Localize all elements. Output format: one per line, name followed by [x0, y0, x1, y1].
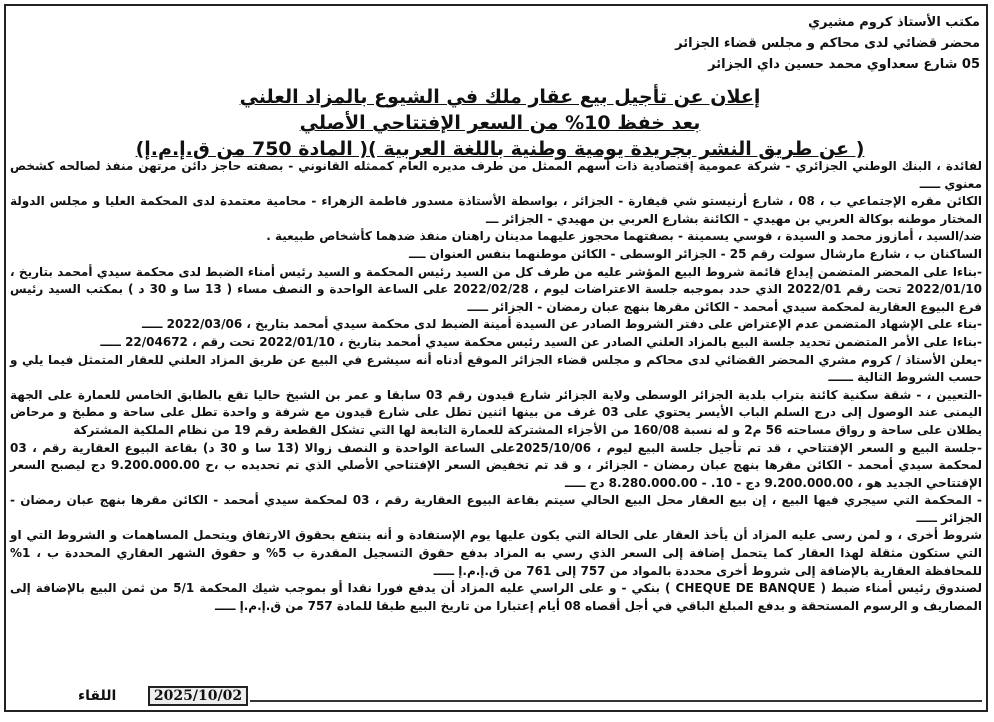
- notice-legal-reference: ( عن طريق النشر بجريدة يومية وطنية باللغة العربية )( المادة 750 من ق.إ.م.إ): [135, 138, 865, 160]
- paragraph-court: - المحكمة التي سيجري فيها البيع ، إن بيع العقار محل البيع الحالي سيتم بقاعة البيوع العقارية رقم ، 03 لمحكمة سيدي أمحمد - الكائن مقرها بنهج عبان رمضان - الجزائر ـــــ: [10, 493, 983, 525]
- office-name: مكتب الأستاذ كروم مشيري: [808, 15, 980, 30]
- footer-label: اللقاء: [78, 688, 117, 704]
- notice-footer: [8, 686, 248, 708]
- paragraph-no-objection: -بناء على الإشهاد المتضمن عدم الإعتراض على دفتر الشروط الصادر عن السيدة أمينة الضبط لدى محكمة سيدي أمحمد بتاريخ ، 2022/03/06 ـــــ: [141, 317, 982, 332]
- paragraph-other-conditions: شروط أخرى ، و لمن رسى عليه المزاد أن يأخذ العقار على الحالة التي يكون عليها يوم الإستفادة و أنه ينتفع بحقوق الارتفاق ويتحمل المساهمات و الشروط التي او التي ستكون مثقلة لهذا العقار كما يتحمل إضافة إلى السعر الذي رسي به المزاد بدفع حقوق التسجيل المقدرة ب 5% و حقوق الشهر العقاري المحددة ب ، 1% للمحافظة العقارية بالإضافة إلى شروط أخرى محددة بالمواد من 757 إلى 761 من ق.إ.م.إ ـــــ: [10, 528, 983, 578]
- paragraph-property-description: -التعيين ، - شقة سكنية كائنة بتراب بلدية الجزائر الوسطى ولاية الجزائر شارع قيدون رقم 03 سابقا و عمر بن الشيخ حاليا تقع بالطابق الخامس للعمارة على الجهة اليمنى عند الوصول إلى درج السلم الباب الأيسر يحتوي على 03 غرف من بينها اثنين تطل على شارع قيدون مع شرفة و واحدة تطل على ساحة و مطبخ و مرحاض يطلان على ساحة و رواق مساحته 56 م2 و له نسبة 160/08 من الأجزاء المشتركة للعمارة التابعة لها التي تشكل القطعة رقم 19 من نظام الملكية المشتركة: [10, 387, 983, 437]
- bailiff-office-header: [380, 12, 980, 75]
- bottom-divider: [250, 700, 982, 702]
- office-description: محضر قضائي لدى محاكم و مجلس قضاء الجزائر: [675, 36, 980, 51]
- paragraph-payment: لصندوق رئيس أمناء ضبط ( CHEQUE DE BANQUE ) بنكي - و على الراسي عليه المزاد أن يدفع فورا نقدا أو بموجب شيك المحكمة 5/1 من ثمن البيع بالإضافة إلى المصاريف و الرسوم المستحقة و بدفع المبلغ الباقي في أجل أقصاه 08 أيام إعتبارا من تاريخ البيع طبقا للمادة 757 من ق.إ.م.إ ـــــ: [10, 581, 983, 613]
- notice-body: [10, 158, 982, 615]
- footer-date: 2025/10/02: [148, 686, 248, 706]
- notice-titles: [80, 84, 920, 162]
- paragraph-beneficiary: لفائدة ، البنك الوطني الجزائري - شركة عمومية إقتصادية ذات أسهم الممثل من طرف مديره العام كممثله القانوني - بصفته حاجز دائن مرتهن منفذ لصالحه كشخص معنوي ـــــ: [10, 159, 982, 191]
- paragraph-conditions-filing: -بناءا على المحضر المتضمن إيداع قائمة شروط البيع المؤشر عليه من طرف كل من السيد رئيس المحكمة و السيد رئيس أمناء الضبط لدى محكمة سيدي أمحمد بتاريخ ، 2022/01/10 تحت رقم 2022/01 الذي حدد بموجبه جلسة الاعتراضات ليوم ، 2022/02/28 على الساعة الواحدة و النصف مساء ( 13 سا و 30 د ) بمكتب السيد رئيس فرع البيوع العقارية لمحكمة سيدي أمحمد - الكائن مقرها بنهج عبان رمضان - الجزائر ـــــ: [10, 264, 982, 314]
- notice-title: إعلان عن تأجيل بيع عقار ملك في الشيوع بالمزاد العلني: [239, 86, 761, 108]
- paragraph-debtors-address: الساكنان ب ، شارع مارشال سولت رقم 25 - الجزائر الوسطى - الكائن موطنهما بنفس العنوان ــــ: [409, 246, 982, 261]
- paragraph-beneficiary-address: الكائن مقره الإجتماعي ب ، 08 ، شارع أرنيستو شي قيفارة - الجزائر ، بواسطة الأستاذة مسدور فاطمة الزهراء - محامية معتمدة لدى المحكمة العليا و مجلس الدولة المختار موطنه بوكالة العربي بن مهيدي - الكائنة بشارع العربي بن مهيدي - الجزائر ـــ: [10, 194, 982, 226]
- paragraph-sale-session-price: -جلسة البيع و السعر الإفتتاحي ، قد تم تأجيل جلسة البيع ليوم ، 2025/10/06على الساعة الواحدة و النصف زوالا (13 سا و 30 د) بقاعة البيوع العقارية رقم ، 03 لمحكمة سيدي أمحمد - الكائن مقرها بنهج عبان رمضان - الجزائر ، و قد تم تخفيض السعر الإفتتاحي الأصلي الذي تم تحديده ب ،ح 9.200.000.00 دج ليصبح السعر الإفتتاحي الجديد هو ، 9.200.000.00 دج - 10. - 8.280.000.00 دج ـــــ: [10, 440, 982, 490]
- office-address: 05 شارع سعداوي محمد حسين داي الجزائر: [708, 57, 980, 72]
- paragraph-debtors: ضد/السيد ، أمازوز محمد و السيدة ، فوسي يسمينة - بصفتهما محجوز عليهما مدينان راهنان منفذ ضدهما كأشخاص طبيعية .: [266, 229, 982, 244]
- paragraph-announcement: -يعلن الأستاذ / كروم مشري المحضر القضائي لدى محاكم و مجلس قضاء الجزائر الموقع أدناه أنه سيشرع في البيع عن طريق المزاد العلني للعقار المتمثل فيما يلي و حسب الشروط التالية ــــــ: [10, 352, 982, 385]
- paragraph-hearing-order: -بناءا على الأمر المتضمن تحديد جلسة البيع بالمزاد العلني الصادر عن السيد رئيس محكمة سيدي أمحمد بتاريخ ، 2022/01/10 تحت رقم ، 22/04672 ـــــ: [100, 334, 982, 349]
- notice-subtitle: بعد خفظ 10% من السعر الإفتتاحي الأصلي: [299, 112, 701, 134]
